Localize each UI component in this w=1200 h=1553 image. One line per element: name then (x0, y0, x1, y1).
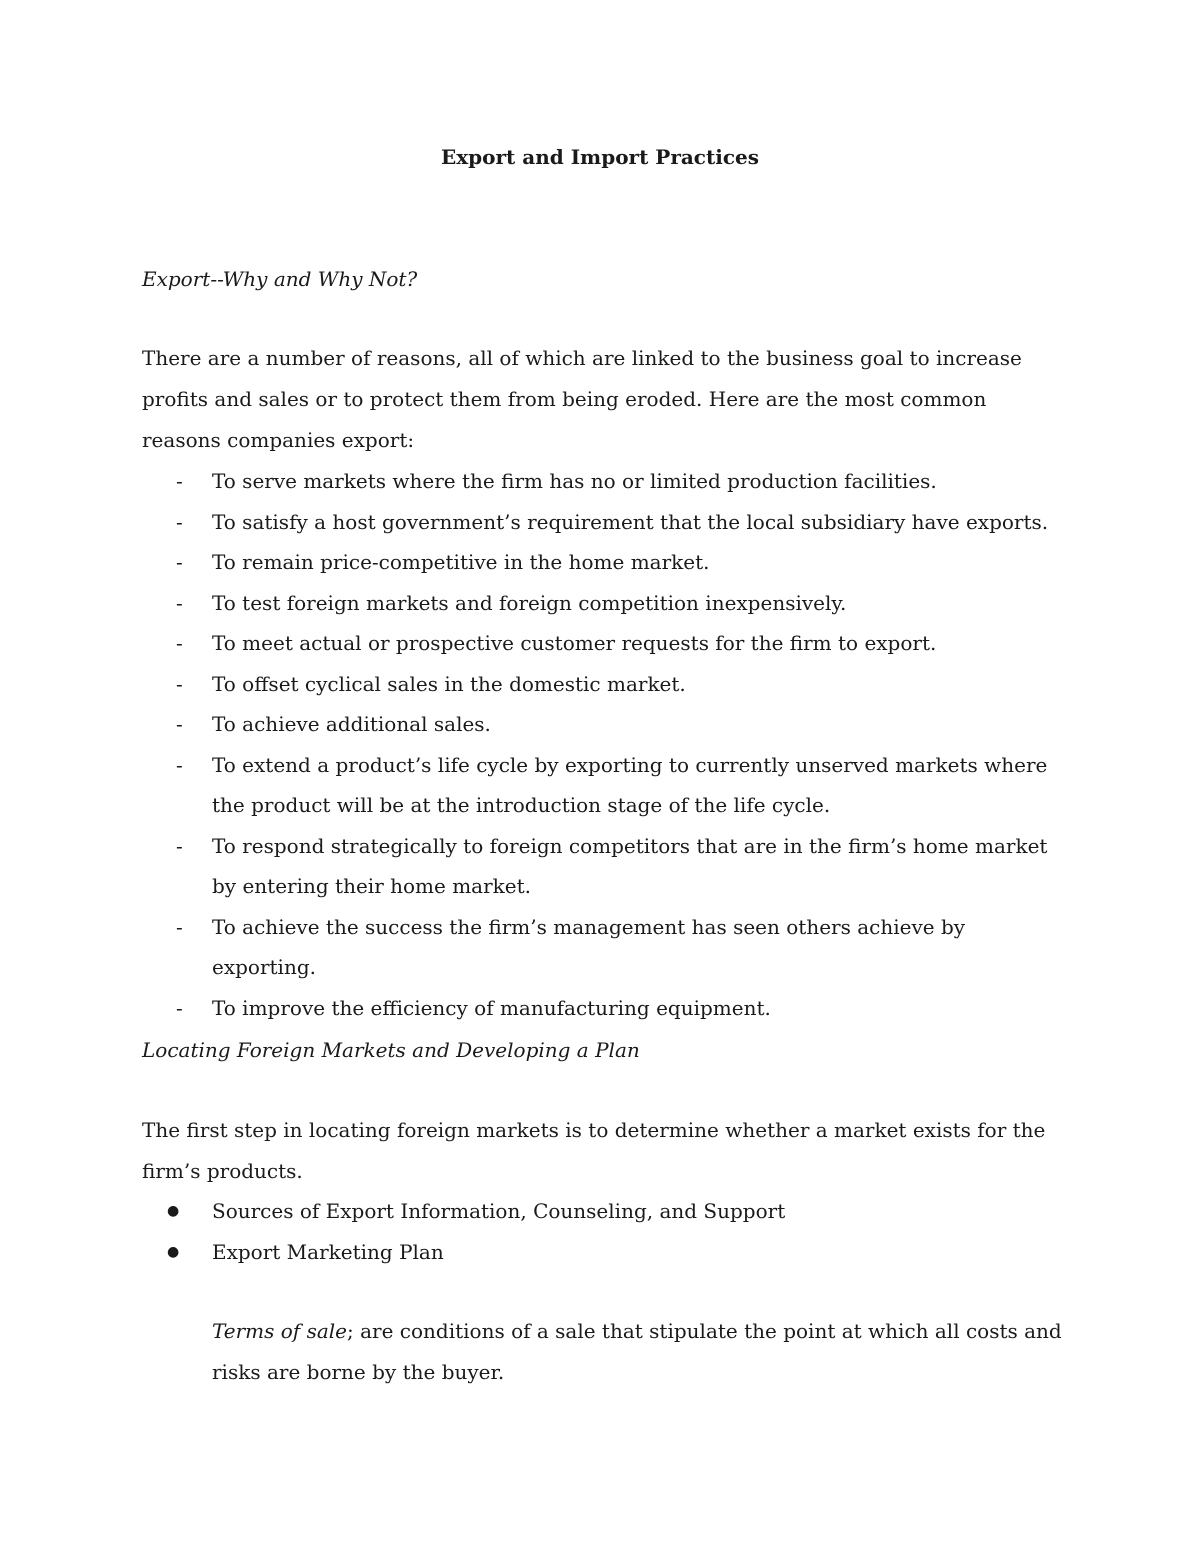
terms-of-sale-term: Terms of sale (212, 1319, 347, 1343)
list-marker: - (176, 752, 183, 777)
list-marker: - (176, 671, 183, 696)
list-item (142, 907, 1062, 988)
list-item (142, 461, 1062, 502)
list-marker: ● (167, 1243, 180, 1260)
list-marker: - (176, 995, 183, 1020)
export-reasons-list (142, 461, 1062, 1028)
list-item (142, 542, 1062, 583)
list-marker: - (176, 590, 183, 615)
list-marker: - (176, 631, 183, 655)
list-item (142, 583, 1062, 624)
list-marker: - (176, 509, 183, 534)
list-item-text: To achieve the success the firm’s management has seen others achieve by exporting. (212, 914, 966, 979)
list-marker: - (176, 914, 183, 939)
list-item (142, 664, 1062, 705)
list-item (142, 745, 1062, 826)
list-item (142, 1232, 1062, 1273)
terms-of-sale-definition: ; are conditions of a sale that stipulate the point at which all costs and risks are borne by the buyer. (212, 1319, 1062, 1384)
list-item-text: To respond strategically to foreign competitors that are in the firm’s home market by entering their home market. (212, 833, 1048, 898)
list-item (142, 623, 1062, 664)
list-item-text: To serve markets where the firm has no or limited production facilities. (212, 469, 937, 493)
list-item (142, 1191, 1062, 1232)
list-item-text: Sources of Export Information, Counseling, and Support (212, 1199, 786, 1223)
terms-of-sale-paragraph (212, 1311, 1062, 1393)
section1-intro-paragraph: There are a number of reasons, all of which are linked to the business goal to increase profits and sales or to protect them from being eroded. Here are the most common reasons companies export: (142, 346, 1022, 452)
list-item-text: To satisfy a host government’s requirement that the local subsidiary have exports. (212, 509, 1049, 534)
list-item (142, 988, 1062, 1029)
list-item-text: To offset cyclical sales in the domestic market. (212, 671, 686, 696)
list-item (142, 826, 1062, 907)
market-plan-list (142, 1191, 1062, 1272)
list-item-text: To remain price-competitive in the home market. (212, 550, 710, 574)
list-marker: - (176, 469, 183, 493)
list-item-text: To achieve additional sales. (212, 712, 491, 736)
list-item (142, 502, 1062, 543)
list-item-text: To meet actual or prospective customer requests for the firm to export. (212, 631, 937, 655)
document-title: Export and Import Practices (441, 145, 759, 169)
list-item-text: To extend a product’s life cycle by exporting to currently unserved markets where the product will be at the introduction stage of the life cycle. (212, 752, 1048, 817)
section2-intro-paragraph: The first step in locating foreign markets is to determine whether a market exists for the firm’s products. (142, 1118, 1046, 1183)
list-item-text: Export Marketing Plan (212, 1239, 444, 1264)
list-marker: ● (167, 1203, 180, 1219)
list-item-text: To improve the efficiency of manufacturing equipment. (212, 995, 771, 1020)
list-marker: - (176, 712, 183, 736)
list-marker: - (176, 550, 183, 574)
section-heading-export-why: Export--Why and Why Not? (142, 267, 418, 291)
list-item (142, 704, 1062, 745)
section-heading-locating-markets: Locating Foreign Markets and Developing a Plan (142, 1038, 640, 1062)
list-marker: - (176, 833, 183, 858)
list-item-text: To test foreign markets and foreign competition inexpensively. (212, 590, 847, 615)
